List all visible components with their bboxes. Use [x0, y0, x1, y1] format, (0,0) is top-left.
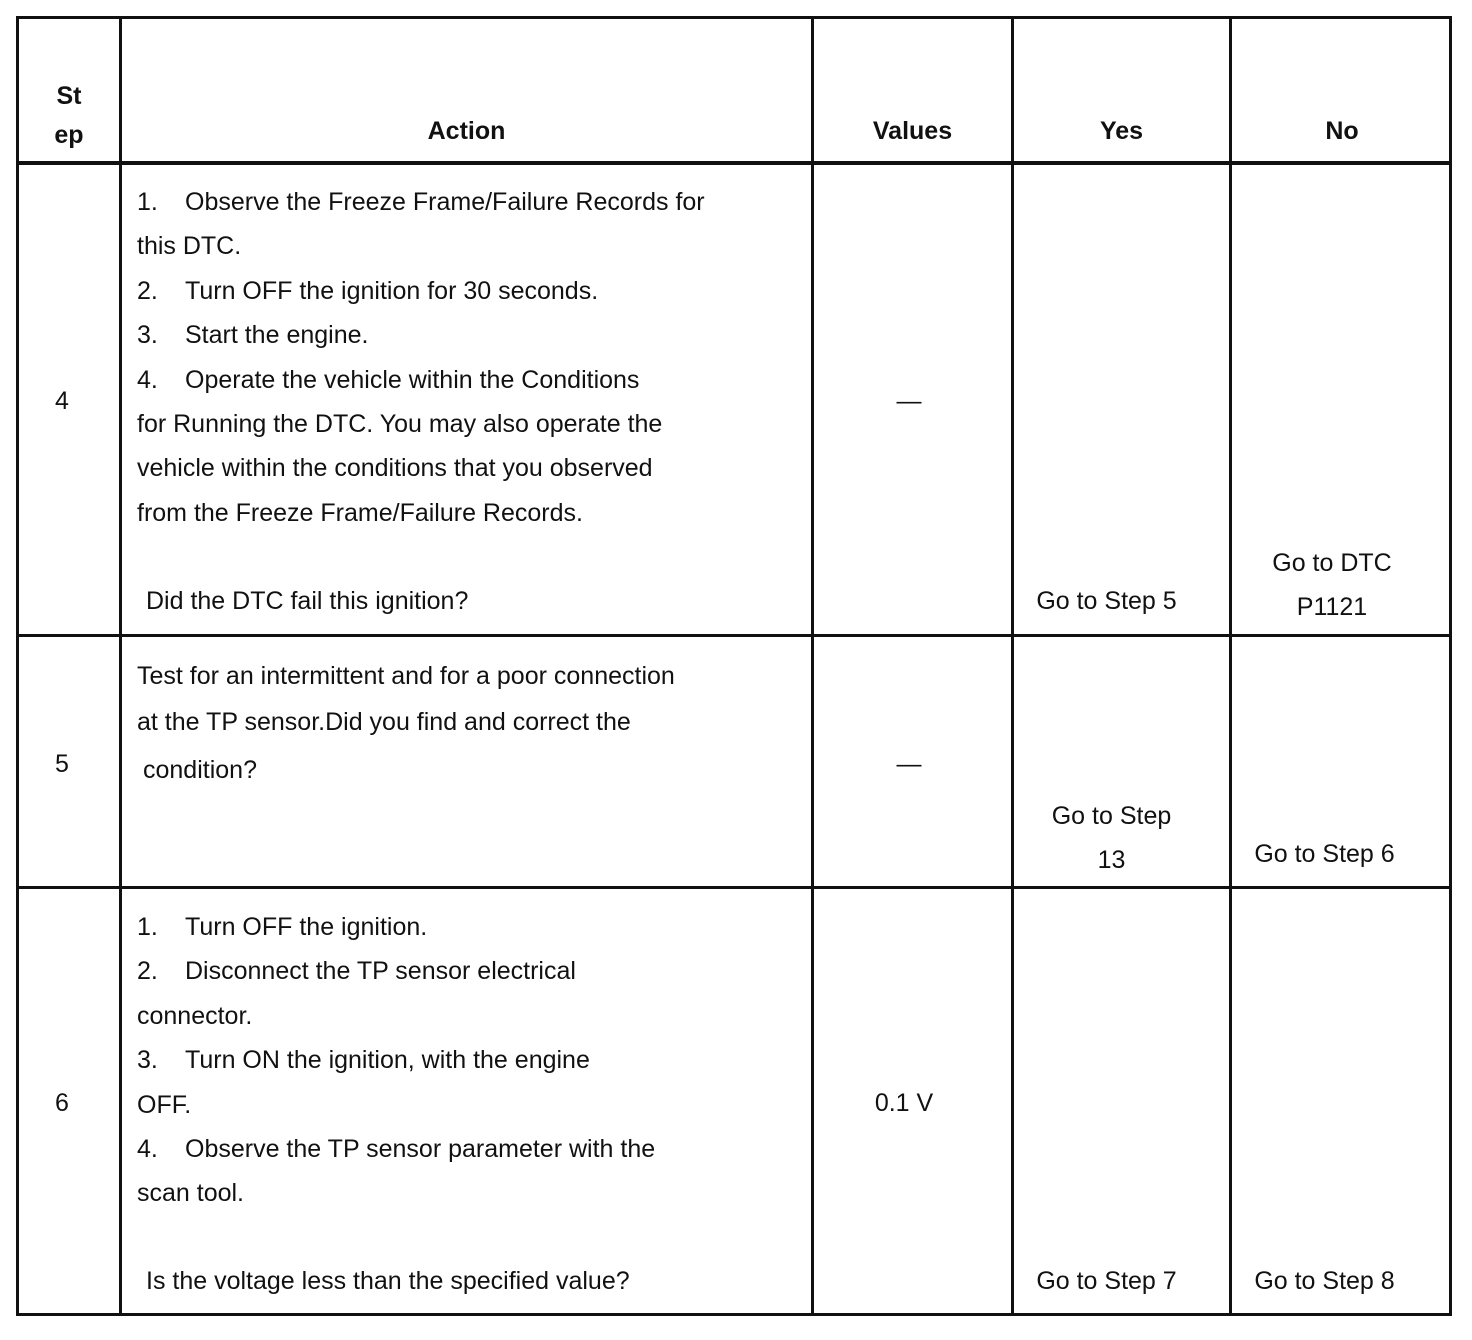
action-line [137, 1001, 655, 1045]
value-cell: — [896, 387, 922, 415]
action-text: from the Freeze Frame/Failure Records. [137, 498, 583, 527]
value-cell: — [896, 750, 922, 778]
step-marker: 4. [137, 1134, 158, 1163]
column-divider [1011, 19, 1014, 1313]
action-text: Operate the vehicle within the Conditions [185, 365, 640, 394]
action-line [137, 1090, 655, 1134]
action-steps [137, 912, 655, 1223]
no-cell-line2: P1121 [1296, 593, 1368, 622]
header-step-line2: ep [54, 121, 84, 149]
action-text: for Running the DTC. You may also operate the [137, 409, 663, 438]
action-text: Turn OFF the ignition. [185, 913, 428, 941]
row-divider [19, 886, 1449, 889]
action-line [137, 1045, 655, 1089]
action-text: Observe the TP sensor parameter with the [185, 1134, 656, 1163]
action-line [137, 409, 705, 453]
step-number: 4 [55, 387, 69, 415]
diagnostic-table [16, 16, 1452, 1316]
yes-cell-line1: Go to Step [1051, 802, 1172, 830]
yes-cell [1014, 794, 1209, 883]
action-text: connector. [137, 1001, 253, 1030]
header-yes: Yes [1099, 117, 1144, 145]
action-line [137, 1178, 655, 1222]
action-text: Turn OFF the ignition for 30 seconds. [185, 276, 599, 305]
action-line [137, 912, 655, 956]
row-divider [19, 634, 1449, 637]
action-text: vehicle within the conditions that you observed [137, 454, 653, 483]
column-divider [119, 19, 122, 1313]
step-number: 5 [55, 750, 69, 778]
action-line [137, 453, 705, 497]
action-text: Observe the Freeze Frame/Failure Records for [185, 188, 705, 216]
step-marker: 3. [137, 321, 158, 350]
no-cell [1232, 541, 1432, 630]
step-marker: 2. [137, 276, 158, 305]
action-text: OFF. [137, 1090, 192, 1119]
no-cell-line1: Go to DTC [1272, 549, 1392, 577]
step-marker: 3. [137, 1046, 158, 1075]
value-cell: 0.1 V [874, 1089, 934, 1117]
column-divider [1229, 19, 1232, 1313]
action-line [137, 365, 705, 409]
action-text: Start the engine. [185, 321, 369, 350]
header-values: Values [872, 117, 953, 145]
action-text: Disconnect the TP sensor electrical [185, 957, 576, 986]
header-step [19, 77, 119, 155]
action-steps [137, 187, 705, 542]
step-marker: 2. [137, 957, 158, 986]
action-line: Test for an intermittent and for a poor connection [137, 662, 675, 690]
action-line: at the TP sensor.Did you find and correct the [137, 708, 631, 736]
step-marker: 1. [137, 188, 158, 216]
action-line [137, 276, 705, 320]
header-divider [19, 161, 1449, 165]
header-no: No [1325, 117, 1359, 145]
action-line [137, 498, 705, 542]
action-line [137, 1134, 655, 1178]
no-cell: Go to Step 6 [1254, 840, 1395, 868]
header-action: Action [427, 117, 506, 145]
action-line [137, 231, 705, 275]
action-line [137, 187, 705, 231]
yes-cell-line2: 13 [1097, 846, 1126, 875]
yes-cell: Go to Step 7 [1036, 1267, 1177, 1295]
action-text: scan tool. [137, 1179, 245, 1208]
step-marker: 4. [137, 365, 158, 394]
column-divider [811, 19, 814, 1313]
action-text: this DTC. [137, 232, 242, 261]
header-step-line1: St [56, 82, 82, 110]
action-line [137, 320, 705, 364]
step-number: 6 [55, 1089, 69, 1117]
no-cell: Go to Step 8 [1254, 1267, 1395, 1295]
action-question: Did the DTC fail this ignition? [146, 587, 469, 615]
step-marker: 1. [137, 913, 158, 941]
yes-cell: Go to Step 5 [1036, 587, 1177, 615]
action-question: Is the voltage less than the specified value? [146, 1267, 630, 1295]
action-line [137, 956, 655, 1000]
action-text: Turn ON the ignition, with the engine [185, 1046, 590, 1075]
action-line: condition? [143, 756, 257, 784]
